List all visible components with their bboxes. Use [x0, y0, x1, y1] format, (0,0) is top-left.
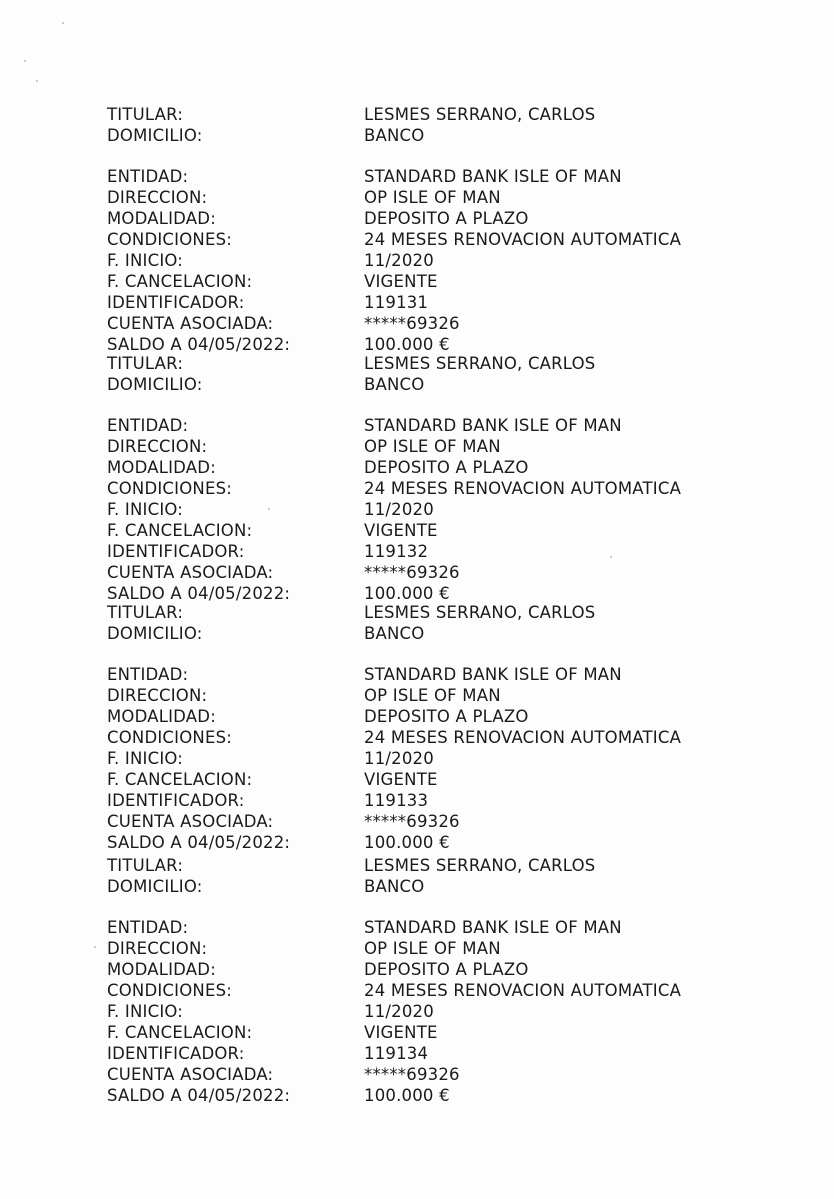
modalidad-label: MODALIDAD:	[107, 209, 216, 228]
deposit-record	[0, 855, 834, 1106]
inicio-label: F. INICIO:	[107, 251, 184, 270]
identificador-value: 119132	[364, 542, 429, 561]
titular-row	[0, 353, 834, 374]
identificador-label: IDENTIFICADOR:	[107, 542, 245, 561]
domicilio-row	[0, 623, 834, 644]
cancelacion-value: VIGENTE	[364, 272, 438, 291]
entidad-label: ENTIDAD:	[107, 416, 189, 435]
inicio-row	[0, 499, 834, 520]
scan-speck	[62, 22, 64, 24]
scan-speck	[24, 60, 26, 62]
modalidad-value: DEPOSITO A PLAZO	[364, 960, 529, 979]
entidad-value: STANDARD BANK ISLE OF MAN	[364, 167, 622, 186]
domicilio-row	[0, 374, 834, 395]
cancelacion-label: F. CANCELACION:	[107, 770, 253, 789]
cuenta-label: CUENTA ASOCIADA:	[107, 563, 274, 582]
titular-value: LESMES SERRANO, CARLOS	[364, 856, 596, 875]
domicilio-value: BANCO	[364, 877, 425, 896]
condiciones-row	[0, 727, 834, 748]
saldo-row	[0, 583, 834, 604]
entidad-label: ENTIDAD:	[107, 918, 189, 937]
domicilio-row	[0, 125, 834, 146]
inicio-row	[0, 748, 834, 769]
modalidad-row	[0, 706, 834, 727]
titular-value: LESMES SERRANO, CARLOS	[364, 603, 596, 622]
scan-speck	[610, 556, 612, 558]
deposit-record	[0, 353, 834, 604]
cuenta-label: CUENTA ASOCIADA:	[107, 314, 274, 333]
entidad-value: STANDARD BANK ISLE OF MAN	[364, 665, 622, 684]
scan-speck	[36, 80, 38, 82]
direccion-value: OP ISLE OF MAN	[364, 939, 501, 958]
condiciones-value: 24 MESES RENOVACION AUTOMATICA	[364, 479, 682, 498]
identificador-row	[0, 790, 834, 811]
modalidad-row	[0, 959, 834, 980]
titular-value: LESMES SERRANO, CARLOS	[364, 354, 596, 373]
cancelacion-row	[0, 520, 834, 541]
direccion-row	[0, 436, 834, 457]
deposit-record	[0, 602, 834, 853]
direccion-value: OP ISLE OF MAN	[364, 686, 501, 705]
saldo-label: SALDO A 04/05/2022:	[107, 335, 291, 354]
saldo-label: SALDO A 04/05/2022:	[107, 1086, 291, 1105]
condiciones-value: 24 MESES RENOVACION AUTOMATICA	[364, 230, 682, 249]
entidad-row	[0, 664, 834, 685]
identificador-value: 119131	[364, 293, 429, 312]
scan-speck	[268, 508, 270, 510]
cancelacion-label: F. CANCELACION:	[107, 272, 253, 291]
saldo-value: 100.000 €	[364, 335, 450, 354]
entidad-value: STANDARD BANK ISLE OF MAN	[364, 416, 622, 435]
modalidad-value: DEPOSITO A PLAZO	[364, 458, 529, 477]
inicio-row	[0, 250, 834, 271]
domicilio-label: DOMICILIO:	[107, 126, 203, 145]
modalidad-row	[0, 457, 834, 478]
direccion-row	[0, 685, 834, 706]
cancelacion-label: F. CANCELACION:	[107, 521, 253, 540]
entidad-label: ENTIDAD:	[107, 665, 189, 684]
condiciones-row	[0, 980, 834, 1001]
titular-value: LESMES SERRANO, CARLOS	[364, 105, 596, 124]
identificador-label: IDENTIFICADOR:	[107, 293, 245, 312]
modalidad-label: MODALIDAD:	[107, 707, 216, 726]
cuenta-value: *****69326	[364, 812, 460, 831]
inicio-value: 11/2020	[364, 500, 434, 519]
cuenta-label: CUENTA ASOCIADA:	[107, 812, 274, 831]
condiciones-value: 24 MESES RENOVACION AUTOMATICA	[364, 981, 682, 1000]
inicio-value: 11/2020	[364, 1002, 434, 1021]
saldo-value: 100.000 €	[364, 833, 450, 852]
inicio-row	[0, 1001, 834, 1022]
cancelacion-row	[0, 1022, 834, 1043]
cuenta-label: CUENTA ASOCIADA:	[107, 1065, 274, 1084]
cancelacion-value: VIGENTE	[364, 1023, 438, 1042]
cuenta-value: *****69326	[364, 314, 460, 333]
titular-label: TITULAR:	[107, 354, 184, 373]
modalidad-row	[0, 208, 834, 229]
saldo-value: 100.000 €	[364, 1086, 450, 1105]
direccion-row	[0, 938, 834, 959]
cuenta-row	[0, 811, 834, 832]
direccion-value: OP ISLE OF MAN	[364, 437, 501, 456]
entidad-label: ENTIDAD:	[107, 167, 189, 186]
scan-speck	[94, 946, 96, 948]
direccion-label: DIRECCION:	[107, 939, 208, 958]
cancelacion-row	[0, 769, 834, 790]
cuenta-row	[0, 562, 834, 583]
inicio-value: 11/2020	[364, 251, 434, 270]
cancelacion-value: VIGENTE	[364, 770, 438, 789]
condiciones-row	[0, 478, 834, 499]
cuenta-row	[0, 1064, 834, 1085]
saldo-label: SALDO A 04/05/2022:	[107, 584, 291, 603]
saldo-row	[0, 334, 834, 355]
cancelacion-row	[0, 271, 834, 292]
titular-label: TITULAR:	[107, 856, 184, 875]
cancelacion-value: VIGENTE	[364, 521, 438, 540]
domicilio-label: DOMICILIO:	[107, 624, 203, 643]
direccion-label: DIRECCION:	[107, 686, 208, 705]
cuenta-value: *****69326	[364, 563, 460, 582]
domicilio-value: BANCO	[364, 375, 425, 394]
entidad-row	[0, 166, 834, 187]
identificador-value: 119133	[364, 791, 429, 810]
deposit-record	[0, 104, 834, 355]
domicilio-label: DOMICILIO:	[107, 375, 203, 394]
domicilio-value: BANCO	[364, 624, 425, 643]
modalidad-label: MODALIDAD:	[107, 960, 216, 979]
identificador-label: IDENTIFICADOR:	[107, 791, 245, 810]
inicio-label: F. INICIO:	[107, 749, 184, 768]
inicio-value: 11/2020	[364, 749, 434, 768]
saldo-value: 100.000 €	[364, 584, 450, 603]
identificador-label: IDENTIFICADOR:	[107, 1044, 245, 1063]
titular-row	[0, 855, 834, 876]
modalidad-label: MODALIDAD:	[107, 458, 216, 477]
identificador-row	[0, 541, 834, 562]
identificador-value: 119134	[364, 1044, 429, 1063]
condiciones-label: CONDICIONES:	[107, 479, 232, 498]
direccion-row	[0, 187, 834, 208]
titular-label: TITULAR:	[107, 105, 184, 124]
inicio-label: F. INICIO:	[107, 1002, 184, 1021]
direccion-value: OP ISLE OF MAN	[364, 188, 501, 207]
domicilio-label: DOMICILIO:	[107, 877, 203, 896]
titular-row	[0, 104, 834, 125]
direccion-label: DIRECCION:	[107, 188, 208, 207]
identificador-row	[0, 292, 834, 313]
domicilio-row	[0, 876, 834, 897]
titular-label: TITULAR:	[107, 603, 184, 622]
modalidad-value: DEPOSITO A PLAZO	[364, 209, 529, 228]
saldo-row	[0, 1085, 834, 1106]
condiciones-label: CONDICIONES:	[107, 728, 232, 747]
condiciones-label: CONDICIONES:	[107, 230, 232, 249]
entidad-value: STANDARD BANK ISLE OF MAN	[364, 918, 622, 937]
saldo-row	[0, 832, 834, 853]
titular-row	[0, 602, 834, 623]
condiciones-row	[0, 229, 834, 250]
domicilio-value: BANCO	[364, 126, 425, 145]
modalidad-value: DEPOSITO A PLAZO	[364, 707, 529, 726]
saldo-label: SALDO A 04/05/2022:	[107, 833, 291, 852]
cuenta-value: *****69326	[364, 1065, 460, 1084]
condiciones-value: 24 MESES RENOVACION AUTOMATICA	[364, 728, 682, 747]
cuenta-row	[0, 313, 834, 334]
inicio-label: F. INICIO:	[107, 500, 184, 519]
entidad-row	[0, 415, 834, 436]
condiciones-label: CONDICIONES:	[107, 981, 232, 1000]
cancelacion-label: F. CANCELACION:	[107, 1023, 253, 1042]
entidad-row	[0, 917, 834, 938]
identificador-row	[0, 1043, 834, 1064]
direccion-label: DIRECCION:	[107, 437, 208, 456]
